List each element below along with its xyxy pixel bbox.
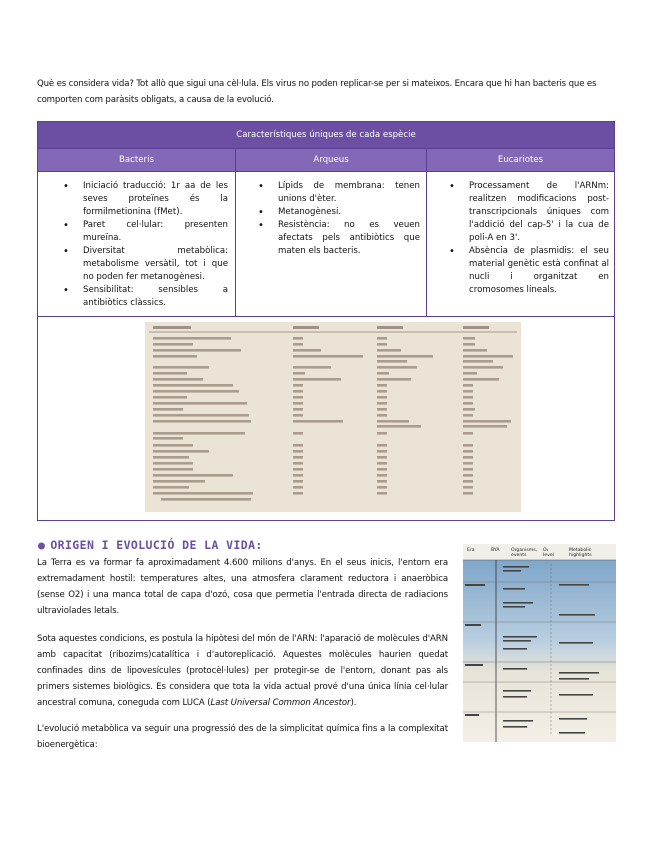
timeline-graphic — [463, 544, 616, 742]
figure-header-metabolic: Metabolic highlights — [569, 548, 592, 558]
list-item: • Sensibilitat: sensibles a antibiòtics clàssics. — [83, 284, 228, 310]
figure-header-o2: O₂ level — [543, 548, 554, 558]
scanned-comparison-table-image — [145, 322, 521, 512]
eucariotes-list — [469, 180, 609, 297]
list-item: • Paret cel·lular: presenten mureïna. — [83, 219, 228, 245]
header-bacteris: Bacteris — [38, 149, 235, 171]
paragraph-text: Sota aquestes condicions, es postula la hipòtesi del món de l'ARN: l'aparació de molècules d'ARN amb capacitat (ribozims)catalítica i d'autoreplicació. Aquestes molècules haurien quedat confinades dins de lipovesícules (protocèl·lules) per protegir-se de l'entorn, donant pas als primers sistemes biològics. Es considera que tota la vida actual prové d'una única línia cel·lular ancestral comuna, coneguda com LUCA ( — [37, 634, 448, 708]
column-divider — [235, 149, 236, 317]
column-divider — [426, 149, 427, 317]
paragraph-text: ). — [350, 698, 357, 708]
section-heading-text: ORIGEN I EVOLUCIÓ DE LA VIDA: — [50, 538, 263, 552]
list-item: • Resistència: no es veuen afectats pels antibiòtics que maten els bacteris. — [278, 219, 420, 258]
bullet-icon: ● — [38, 538, 46, 552]
header-eucariotes: Eucariotes — [427, 149, 614, 171]
list-item: • Iniciació traducció: 1r aa de les seves proteïnes és la formilmetionina (fMet). — [83, 180, 228, 219]
list-item: • Processament de l'ARNm: realitzen modificacions post-transcripcionals úniques com l'addició del cap-5' i la cua de poli-A en 3'. — [469, 180, 609, 245]
luca-term: Last Universal Common Ancestor — [210, 698, 351, 708]
scanned-table-texture — [145, 322, 521, 512]
table-title: Característiques úniques de cada espècie — [38, 122, 614, 149]
list-item: • Metanogènesi. — [278, 206, 420, 219]
figure-header-organisms: Organisms, events — [511, 548, 538, 558]
intro-paragraph: Què es considera vida? Tot allò que sigui una cèl·lula. Els virus no poden replicar-se per si mateixos. Encara que hi han bacteris que es comporten com paràsits obligats, a causa de la evolució. — [37, 79, 597, 105]
paragraph-metabolic-evolution: L'evolució metabòlica va seguir una progressió des de la simplicitat química fins a la complexitat bioenergètica: — [37, 724, 448, 750]
bacteris-list — [83, 180, 228, 310]
figure-header-bya: BYA — [491, 548, 500, 553]
row-divider — [38, 316, 614, 317]
arqueus-list — [278, 180, 420, 258]
row-divider — [38, 171, 614, 172]
list-item: • Lípids de membrana: tenen unions d'èter. — [278, 180, 420, 206]
section-heading — [38, 538, 263, 552]
list-item: • Absència de plasmidis: el seu material genètic està confinat al nucli i organitzat en cromosomes lineals. — [469, 245, 609, 297]
paragraph-rna-world — [37, 631, 448, 711]
header-arqueus: Arqueus — [236, 149, 426, 171]
paragraph-formation: La Terra es va formar fa aproximadament 4.600 milions d'anys. En el seus inicis, l'entorn era extremadament hostil: temperatures altes, una atmosfera clarament reductora i anaeròbica (sense O2) i una manca total de capa d'ozó, cosa que permetia l'entrada directa de radiacions ultraviolades letals. — [37, 558, 448, 616]
list-item: • Diversitat metabòlica: metabolisme versàtil, tot i que no poden fer metanogènesi. — [83, 245, 228, 284]
figure-header-era: Era — [467, 548, 475, 553]
evolution-timeline-figure — [463, 544, 616, 742]
